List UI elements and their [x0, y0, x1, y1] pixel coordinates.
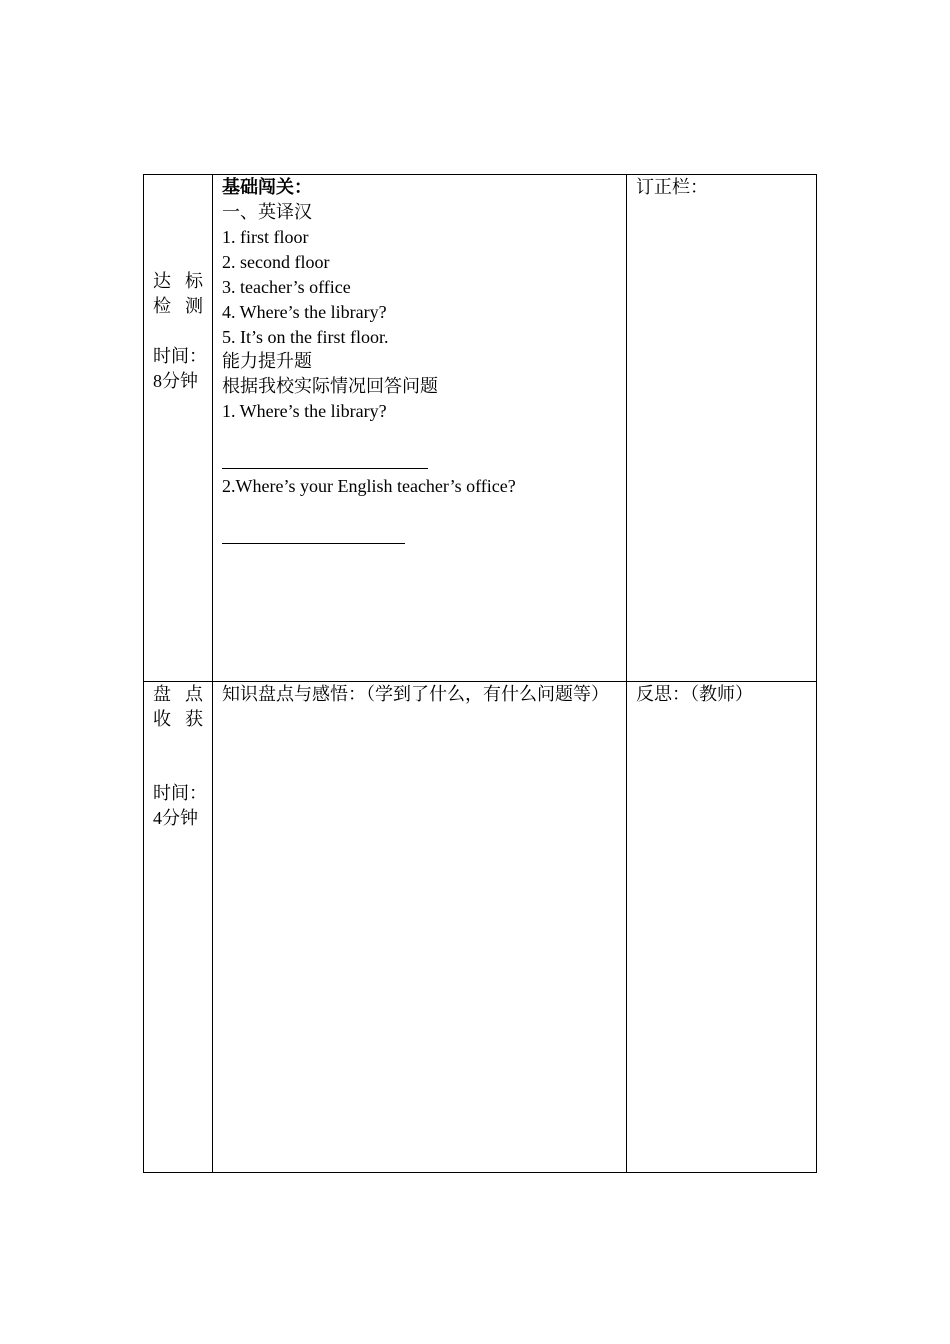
correction-heading: 订正栏：: [636, 177, 708, 197]
time-label: 时间：: [153, 346, 207, 366]
time-value: 4分钟: [153, 808, 198, 828]
label-line-2: 检 测: [153, 296, 203, 316]
label-line-2: 收 获: [153, 709, 203, 729]
label-line-1: 达 标: [153, 271, 203, 291]
side-cell-reflection[interactable]: [627, 682, 817, 1173]
worksheet-table: [143, 174, 817, 1173]
main-cell-assessment: [213, 175, 627, 682]
question-2: 2.Where’s your English teacher’s office?: [222, 476, 516, 496]
part2-instruction: 根据我校实际情况回答问题: [222, 376, 438, 396]
side-cell-correction: [627, 175, 817, 682]
table-row-summary: [144, 682, 817, 1173]
list-item: 3. teacher’s office: [222, 277, 351, 297]
part2-heading: 能力提升题: [222, 351, 312, 371]
time-label: 时间：: [153, 783, 207, 803]
section-title: 基础闯关：: [222, 177, 312, 197]
list-item: 4. Where’s the library?: [222, 302, 387, 322]
reflection-heading: 反思：（教师）: [636, 684, 753, 704]
main-cell-summary[interactable]: [213, 682, 627, 1173]
summary-heading: 知识盘点与感悟：（学到了什么，有什么问题等）: [222, 684, 609, 704]
label-cell-assessment: [144, 175, 213, 682]
question-1: 1. Where’s the library?: [222, 401, 387, 421]
list-item: 2. second floor: [222, 252, 330, 272]
label-cell-summary: [144, 682, 213, 1173]
answer-line-2[interactable]: [222, 543, 405, 544]
answer-line-1[interactable]: [222, 468, 428, 469]
list-item: 1. first floor: [222, 227, 309, 247]
label-line-1: 盘 点: [153, 684, 203, 704]
list-item: 5. It’s on the first floor.: [222, 327, 389, 347]
table-row-assessment: [144, 175, 817, 682]
part1-heading: 一、英译汉: [222, 202, 312, 222]
time-value: 8分钟: [153, 371, 198, 391]
